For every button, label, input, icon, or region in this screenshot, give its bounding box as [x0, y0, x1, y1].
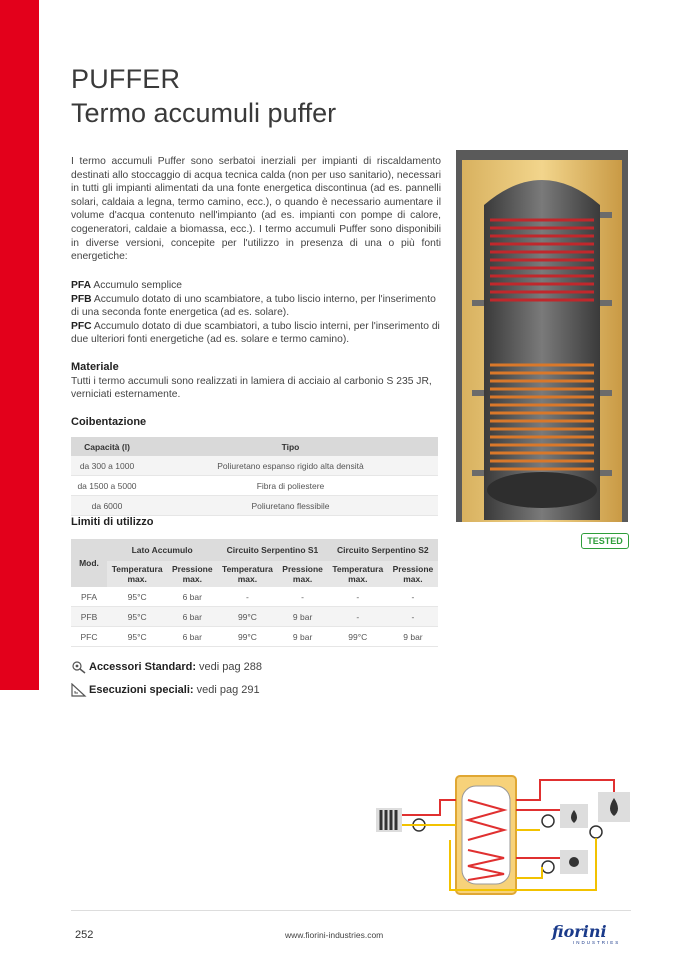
materiale-section: [71, 361, 441, 402]
fiorini-logo-sub: INDUSTRIES: [573, 940, 621, 945]
pump-icon: [590, 826, 602, 838]
coibentazione-table: [71, 437, 438, 516]
intro-paragraph: I termo accumuli Puffer sono serbatoi inerziali per impianti di riscaldamento destinati allo stoccaggio di acqua tecnica calda (non per uso sanitario), necessari in tutti gli impianti alimentati da una fonte energetica discontinua (ad es. pannelli solari, caldaia a legna, termo camino, ecc.), o quando è necessario aumentare il volume d'acqua contenuto nell'impianto (ad es. impianti con pompe di calore, cogeneratori, caldaie a biomassa, ecc.). I termo accumuli Puffer sono disponibili in diverse versioni, concepite per l'utilizzo in presenza di una o più fonti energetiche:: [71, 156, 441, 263]
pump-icon: [542, 861, 554, 873]
fiorini-logo: fiorini: [552, 922, 607, 941]
version-pfc: PFC Accumulo dotato di due scambiatori, a tubo liscio interni, per l'inserimento di due ulteriori fonti energetiche (ad es. solare e termo camino).: [71, 320, 440, 346]
installation-schematic: [370, 770, 635, 900]
table-row: PFA 95°C 6 bar - - - -: [71, 587, 438, 607]
tested-badge: TESTED: [581, 533, 629, 549]
page-subtitle: Termo accumuli puffer: [71, 98, 337, 128]
table-row: da 1500 a 5000 Fibra di poliestere: [71, 476, 438, 496]
table-row: PFB 95°C 6 bar 99°C 9 bar - -: [71, 607, 438, 627]
footer-divider: [71, 910, 631, 911]
page-title: PUFFER: [71, 64, 181, 94]
ruler-triangle-icon: [71, 683, 87, 697]
table-header: Circuito Serpentino S1: [217, 539, 327, 561]
accessori-link[interactable]: Accessori Standard: vedi pag 288: [71, 660, 262, 674]
table-row: da 6000 Poliuretano flessibile: [71, 496, 438, 516]
coibentazione-heading: Coibentazione: [71, 416, 147, 428]
red-side-bar: [0, 0, 39, 690]
table-header: Capacità (l): [71, 437, 143, 456]
table-row: PFC 95°C 6 bar 99°C 9 bar 99°C 9 bar: [71, 627, 438, 647]
website-link[interactable]: www.fiorini-industries.com: [285, 930, 384, 940]
table-header: Tipo: [143, 437, 438, 456]
table-header: Temperatura max.: [107, 561, 167, 587]
gear-wrench-icon: [71, 660, 87, 674]
limiti-heading: Limiti di utilizzo: [71, 516, 154, 528]
table-header: Circuito Serpentino S2: [328, 539, 438, 561]
table-header: Temperatura max.: [328, 561, 388, 587]
table-header: Pressione max.: [388, 561, 438, 587]
esecuzioni-link[interactable]: Esecuzioni speciali: vedi pag 291: [71, 683, 260, 697]
version-pfb: PFB Accumulo dotato di uno scambiatore, a tubo liscio interno, per l'inserimento di una seconda fonte energetica (ad es. solare).: [71, 293, 436, 319]
table-header: Mod.: [71, 539, 107, 587]
limiti-table: [71, 539, 438, 647]
table-header: Lato Accumulo: [107, 539, 217, 561]
table-header: Pressione max.: [167, 561, 217, 587]
pump-icon: [542, 815, 554, 827]
version-pfa: PFA Accumulo semplice: [71, 280, 183, 291]
materiale-text: Tutti i termo accumuli sono realizzati in lamiera di acciaio al carbonio S 235 JR, verniciati esternamente.: [71, 375, 432, 401]
versions-list: [71, 279, 441, 347]
table-header: Pressione max.: [278, 561, 328, 587]
tank-illustration: [452, 150, 632, 530]
materiale-heading: Materiale: [71, 361, 119, 373]
table-header: Temperatura max.: [217, 561, 277, 587]
page-number: 252: [75, 929, 94, 941]
table-row: da 300 a 1000 Poliuretano espanso rigido alta densità: [71, 456, 438, 476]
